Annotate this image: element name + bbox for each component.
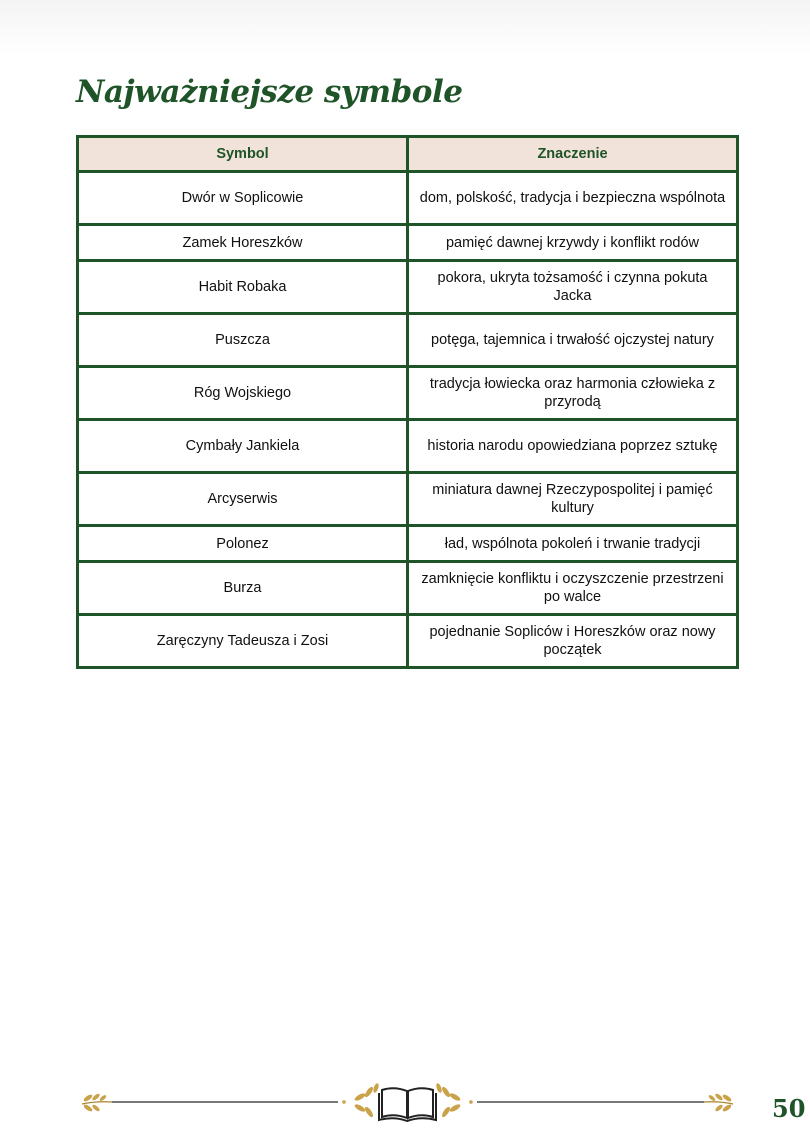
meaning-cell: potęga, tajemnica i trwałość ojczystej natury: [408, 314, 738, 367]
meaning-cell: tradycja łowiecka oraz harmonia człowieka z przyrodą: [408, 367, 738, 420]
column-header-meaning: Znaczenie: [408, 137, 738, 172]
symbol-cell: Puszcza: [78, 314, 408, 367]
symbol-cell: Róg Wojskiego: [78, 367, 408, 420]
symbol-cell: Polonez: [78, 526, 408, 562]
table-row: [78, 562, 738, 615]
footer-ornament: [76, 1078, 739, 1128]
table-row: [78, 172, 738, 225]
symbol-cell: Burza: [78, 562, 408, 615]
table-row: [78, 314, 738, 367]
meaning-cell: ład, wspólnota pokoleń i trwanie tradycji: [408, 526, 738, 562]
table-header-row: [78, 137, 738, 172]
symbol-cell: Dwór w Soplicowie: [78, 172, 408, 225]
table-row: [78, 367, 738, 420]
table-row: [78, 615, 738, 668]
symbol-cell: Habit Robaka: [78, 261, 408, 314]
meaning-cell: zamknięcie konfliktu i oczyszczenie przestrzeni po walce: [408, 562, 738, 615]
symbol-cell: Arcyserwis: [78, 473, 408, 526]
dot-ornament: [469, 1100, 473, 1104]
laurel-branch-icon: [704, 1093, 733, 1113]
meaning-cell: dom, polskość, tradycja i bezpieczna wspólnota: [408, 172, 738, 225]
meaning-cell: miniatura dawnej Rzeczypospolitej i pamięć kultury: [408, 473, 738, 526]
top-band: [0, 0, 810, 55]
meaning-cell: pamięć dawnej krzywdy i konflikt rodów: [408, 225, 738, 261]
symbol-cell: Cymbały Jankiela: [78, 420, 408, 473]
page-number: 50: [772, 1094, 806, 1123]
open-book-icon: [379, 1088, 436, 1121]
meaning-cell: pojednanie Sopliców i Horeszków oraz nowy początek: [408, 615, 738, 668]
column-header-symbol: Symbol: [78, 137, 408, 172]
table-row: [78, 225, 738, 261]
symbol-cell: Zamek Horeszków: [78, 225, 408, 261]
table-row: [78, 420, 738, 473]
table-row: [78, 261, 738, 314]
meaning-cell: historia narodu opowiedziana poprzez sztukę: [408, 420, 738, 473]
laurel-branch-icon: [82, 1093, 112, 1113]
meaning-cell: pokora, ukryta tożsamość i czynna pokuta Jacka: [408, 261, 738, 314]
table-row: [78, 526, 738, 562]
dot-ornament: [342, 1100, 346, 1104]
symbol-cell: Zaręczyny Tadeusza i Zosi: [78, 615, 408, 668]
symbols-table: [76, 135, 739, 669]
page-title: Najważniejsze symbole: [76, 74, 463, 110]
table-row: [78, 473, 738, 526]
